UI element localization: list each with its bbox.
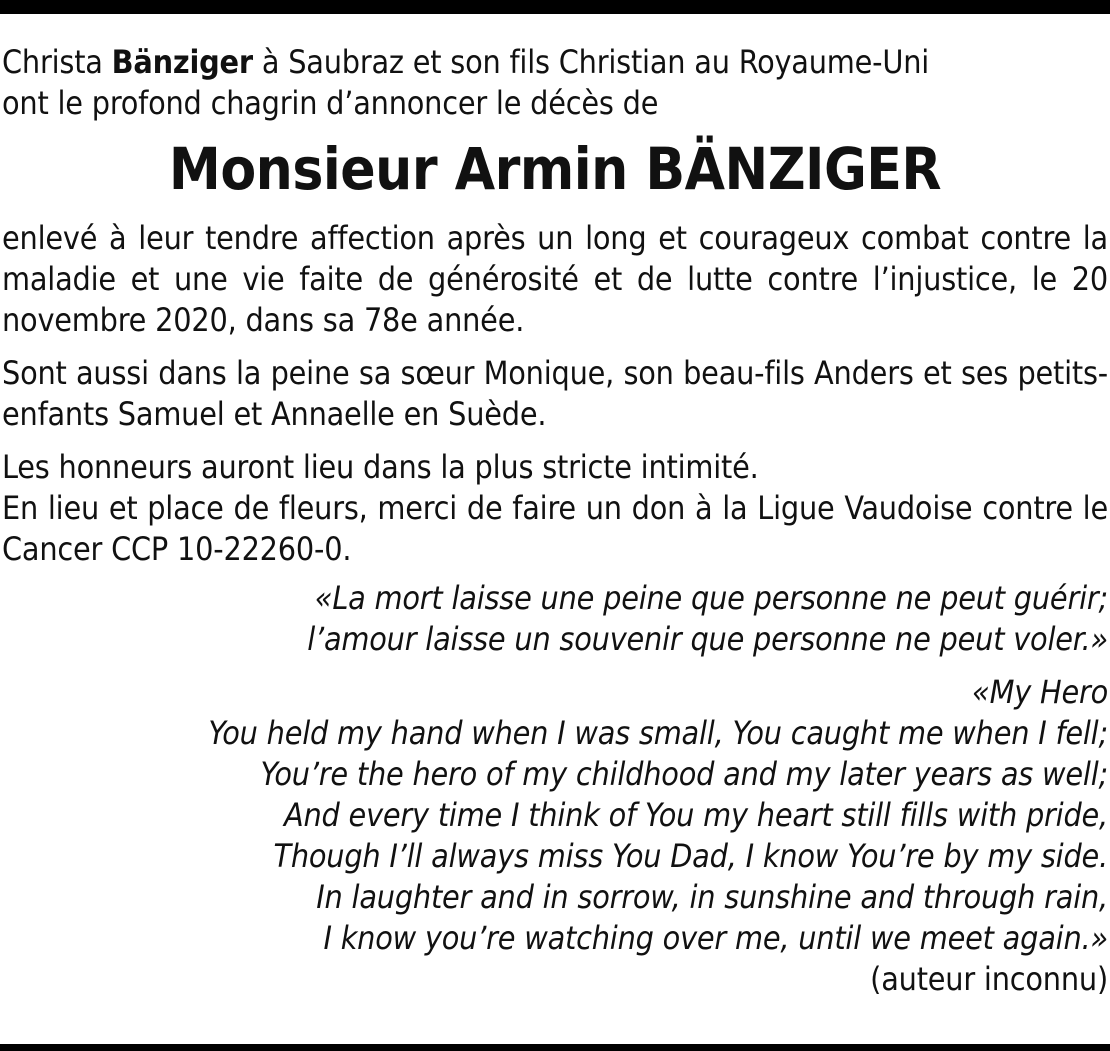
intro-line-1 bbox=[2, 42, 1108, 83]
obituary-notice bbox=[2, 42, 1108, 1000]
death-announcement-paragraph: enlevé à leur tendre affection après un long et courageux combat contre la maladie et une vie faite de générosité et de lutte contre l’injustice, le 20 novembre 2020, dans sa 78e année. bbox=[2, 219, 1108, 339]
french-quote bbox=[2, 578, 1108, 660]
poem-title-line: «My Hero bbox=[972, 673, 1108, 711]
poem-line: In laughter and in sorrow, in sunshine and through rain, bbox=[316, 878, 1108, 916]
poem-line: Though I’ll always miss You Dad, I know You’re by my side. bbox=[273, 837, 1108, 875]
top-border-rule bbox=[0, 0, 1110, 14]
poem-line: I know you’re watching over me, until we meet again.» bbox=[323, 919, 1108, 957]
intro-text bbox=[2, 42, 1108, 124]
ceremony-line: Les honneurs auront lieu dans la plus stricte intimité. bbox=[2, 448, 759, 486]
family-name-bold: Bänziger bbox=[111, 43, 253, 81]
poem-attribution: (auteur inconnu) bbox=[870, 960, 1108, 998]
arrangements-paragraph bbox=[2, 447, 1108, 570]
family-paragraph: Sont aussi dans la peine sa sœur Monique, son beau-fils Anders et ses petits-enfants Samuel et Annaelle en Suède. bbox=[2, 354, 1108, 433]
french-quote-line: «La mort laisse une peine que personne ne peut guérir; bbox=[314, 579, 1108, 617]
donation-text: En lieu et place de fleurs, merci de faire un don à la Ligue Vaudoise contre le Cancer CCP 10-22260-0. bbox=[2, 489, 1108, 568]
deceased-name-heading: Monsieur Armin BÄNZIGER bbox=[168, 135, 942, 203]
english-poem bbox=[2, 672, 1108, 959]
french-quote-line: l’amour laisse un souvenir que personne ne peut voler.» bbox=[307, 620, 1108, 658]
intro-prefix: Christa bbox=[2, 43, 112, 81]
poem-line: And every time I think of You my heart still fills with pride, bbox=[283, 796, 1108, 834]
poem-line: You held my hand when I was small, You caught me when I fell; bbox=[208, 714, 1108, 752]
poem-line: You’re the hero of my childhood and my later years as well; bbox=[260, 755, 1108, 793]
bottom-border-rule bbox=[0, 1044, 1110, 1051]
intro-line-2: ont le profond chagrin d’annoncer le décès de bbox=[2, 84, 659, 122]
intro-suffix: à Saubraz et son fils Christian au Royaume-Uni bbox=[252, 43, 930, 81]
